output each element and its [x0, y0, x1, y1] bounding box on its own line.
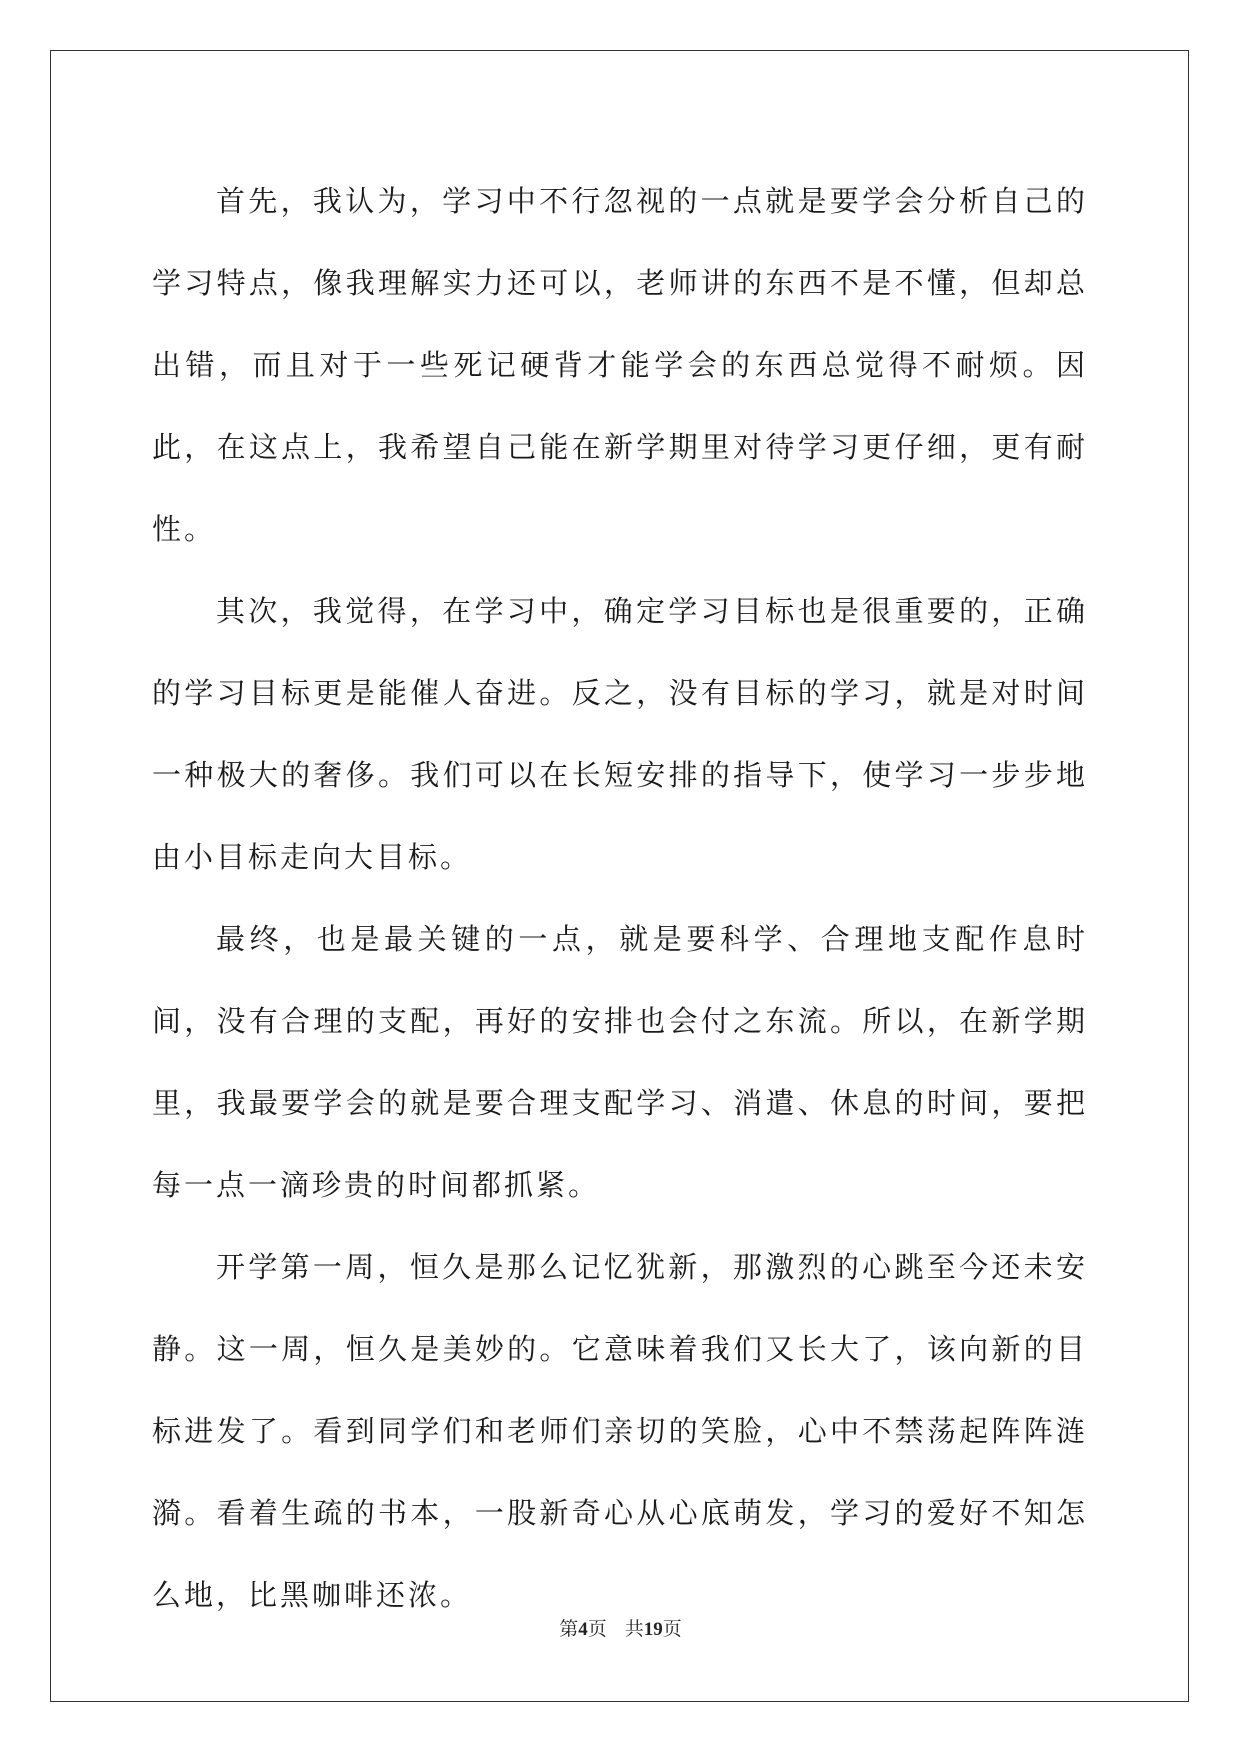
paragraph-2: 其次，我觉得，在学习中，确定学习目标也是很重要的，正确的学习目标更是能催人奋进。反之，没有目标的学习，就是对时间一种极大的奢侈。我们可以在长短安排的指导下，使学习一步步地由小目标走向大目标。	[152, 594, 1088, 874]
document-body	[152, 160, 1088, 1636]
page-number: 4	[578, 1619, 588, 1640]
total-pages: 19	[643, 1619, 663, 1640]
page-suffix: 页	[587, 1618, 607, 1640]
total-suffix: 页	[662, 1618, 682, 1640]
paragraph-3: 最终，也是最关键的一点，就是要科学、合理地支配作息时间，没有合理的支配，再好的安排也会付之东流。所以，在新学期里，我最要学会的就是要合理支配学习、消遣、休息的时间，要把每一点一滴珍贵的时间都抓紧。	[152, 922, 1088, 1202]
paragraph-1: 首先，我认为，学习中不行忽视的一点就是要学会分析自己的学习特点，像我理解实力还可以，老师讲的东西不是不懂，但却总出错，而且对于一些死记硬背才能学会的东西总觉得不耐烦。因此，在这点上，我希望自己能在新学期里对待学习更仔细，更有耐性。	[152, 184, 1088, 546]
paragraph-4: 开学第一周，恒久是那么记忆犹新，那激烈的心跳至今还未安静。这一周，恒久是美妙的。它意味着我们又长大了，该向新的目标进发了。看到同学们和老师们亲切的笑脸，心中不禁荡起阵阵涟漪。看着生疏的书本，一股新奇心从心底萌发，学习的爱好不知怎么地，比黑咖啡还浓。	[152, 1250, 1088, 1612]
total-prefix: 共	[624, 1618, 644, 1640]
page-footer	[0, 1614, 1241, 1641]
page-prefix: 第	[559, 1618, 579, 1640]
